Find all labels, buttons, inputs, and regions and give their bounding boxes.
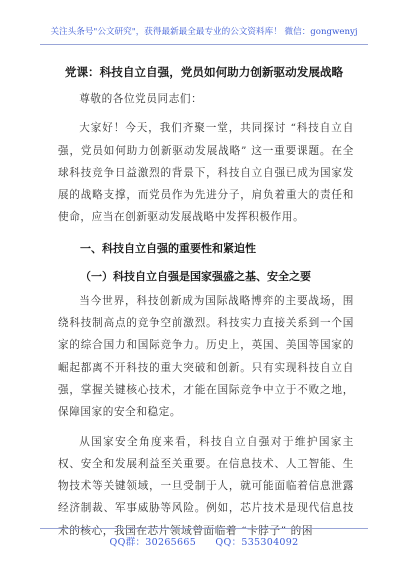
header-divider — [40, 44, 368, 45]
subsection-heading: （一）科技自立自强是国家强盛之基、安全之要 — [80, 269, 311, 283]
section-heading: 一、科技自立自强的重要性和紧迫性 — [80, 241, 256, 255]
body-paragraph: 当今世界，科技创新成为国际战略博弈的主要战场，围绕科技制高点的竞争空前激烈。科技实力直接关系到一个国家的综合国力和国际竞争力。历史上，英国、美国等国家的崛起都离不开科技的重大突破和创新。只有实现科技自立自强，掌握关键核心技术，才能在国际竞争中立于不败之地，保障国家的安全和稳定。 — [58, 294, 354, 419]
footer-qq-group: QQ群：30265665 — [109, 537, 197, 548]
footer-contact — [0, 534, 408, 548]
footer-divider — [40, 528, 368, 529]
document-body — [58, 88, 354, 542]
salutation: 尊敬的各位党员同志们： — [79, 93, 203, 105]
intro-paragraph: 大家好！今天，我们齐聚一堂，共同探讨 “科技自立自强，党员如何助力创新驱动发展战略” 这一重要课题。在全球科技竞争日益激烈的背景下，科技自立自强已成为国家发展的战略支撑，而党员作为先进分子，肩负着重大的责任和使命，应当在创新驱动发展战略中发挥积极作用。 — [58, 122, 354, 224]
header-note: 关注头条号"公文研究"，获得最新最全最专业的公文资料库！ 微信：gongwenyj — [50, 27, 358, 37]
body-paragraph: 从国家安全角度来看，科技自立自强对于维护国家主权、安全和发展利益至关重要。在信息技术、人工智能、生物技术等关键领域，一旦受制于人，就可能面临着信息泄露经济制裁、军事威胁等风险。例如，芯片技术是现代信息技术的核心，我国在芯片领域曾面临着 “卡脖子” 的困 — [58, 435, 354, 537]
footer-qq: QQ：535304092 — [215, 537, 299, 548]
document-title: 党课：科技自立自强，党员如何助力创新驱动发展战略 — [64, 65, 344, 79]
